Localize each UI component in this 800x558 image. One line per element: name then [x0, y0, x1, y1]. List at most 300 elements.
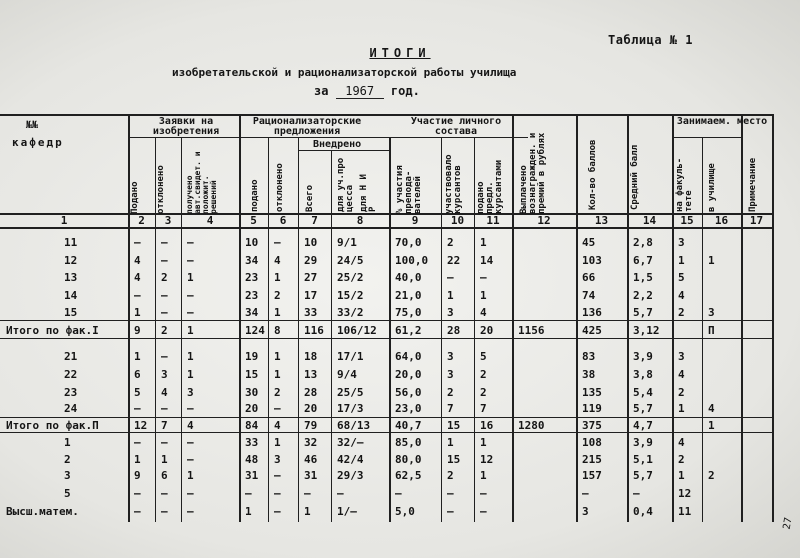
column-number: 5 [250, 214, 257, 227]
table-cell: – [633, 487, 640, 500]
table-cell: – [161, 254, 168, 267]
rule-col-1 [128, 114, 130, 522]
table-cell: 68/13 [337, 419, 371, 432]
table-cell: 2 [678, 386, 685, 399]
table-cell: 2 [161, 324, 168, 337]
header-impl-total: Всего [305, 184, 315, 212]
column-number: 3 [164, 214, 172, 227]
table-cell: 30 [245, 386, 259, 399]
table-cell: 25/2 [337, 271, 364, 284]
table-cell: 14 [480, 254, 494, 267]
table-cell: 4 [187, 419, 194, 432]
table-cell: 5,7 [633, 469, 653, 482]
row-dept-label: 5 [64, 487, 71, 500]
table-cell: 20 [245, 402, 259, 415]
table-cell: 3,8 [633, 368, 653, 381]
rule-col-3 [181, 137, 182, 522]
table-cell: 20,0 [395, 368, 422, 381]
table-cell: 34 [245, 306, 259, 319]
table-cell: – [447, 487, 454, 500]
table-cell: 33 [304, 306, 318, 319]
table-cell: 3 [447, 306, 454, 319]
table-cell: 15 [245, 368, 259, 381]
table-cell: 4 [274, 419, 281, 432]
table-cell: 66 [582, 271, 596, 284]
table-cell: – [245, 487, 252, 500]
rule-col-13 [627, 114, 629, 522]
header-notes: Примечание [748, 157, 758, 212]
table-cell: 3 [678, 350, 685, 363]
table-cell: 28 [447, 324, 461, 337]
column-number: 8 [356, 214, 364, 227]
table-cell: 2 [161, 271, 168, 284]
table-cell: 4 [134, 254, 141, 267]
table-cell: 85,0 [395, 436, 422, 449]
table-cell: 25/5 [337, 386, 364, 399]
header-place-faculty: на факуль- тете [675, 157, 694, 212]
table-cell: 1 [134, 306, 141, 319]
column-number: 14 [642, 214, 657, 227]
table-cell: 70,0 [395, 236, 422, 249]
rule-total1-top [0, 320, 772, 321]
table-cell: 108 [582, 436, 602, 449]
table-cell: 56,0 [395, 386, 422, 399]
column-number: 13 [594, 214, 609, 227]
table-cell: 5,7 [633, 402, 653, 415]
table-cell: – [274, 402, 281, 415]
table-cell: 1 [274, 271, 281, 284]
column-number: 16 [714, 214, 729, 227]
column-number: 10 [450, 214, 465, 227]
table-cell: 15 [447, 453, 461, 466]
table-cell: 1 [187, 350, 194, 363]
table-cell: 2 [274, 386, 281, 399]
table-cell: 46 [304, 453, 318, 466]
table-cell: 2 [274, 289, 281, 302]
table-cell: – [134, 289, 141, 302]
table-cell: 3 [447, 350, 454, 363]
rule-col-6 [298, 137, 299, 522]
table-cell: – [134, 487, 141, 500]
column-number: 9 [411, 214, 419, 227]
table-cell: 7 [447, 402, 454, 415]
row-dept-label: 15 [64, 306, 78, 319]
table-cell: 1 [274, 368, 281, 381]
header-impl-nir: для Н И Р [359, 174, 378, 212]
table-cell: 6 [134, 368, 141, 381]
table-cell: 1 [447, 289, 454, 302]
table-cell: 31 [304, 469, 318, 482]
table-cell: 116 [304, 324, 324, 337]
table-cell: 2 [447, 236, 454, 249]
table-cell: 425 [582, 324, 602, 337]
table-cell: 3,9 [633, 436, 653, 449]
header-impl-process: для уч.про цесса [336, 157, 355, 212]
table-cell: 1 [274, 350, 281, 363]
table-label: Таблица № 1 [608, 33, 693, 47]
table-cell: – [187, 254, 194, 267]
header-points: Кол-во баллов [588, 139, 598, 210]
header-paid-reward: Выплачено вознагражден. и премий в рублях [519, 132, 547, 214]
table-cell: 29 [304, 254, 318, 267]
header-rp-rejected: отклонено [275, 163, 285, 212]
table-cell: 1 [134, 453, 141, 466]
table-cell: 103 [582, 254, 602, 267]
header-implemented: Внедрено [313, 139, 362, 150]
rule-col-9 [441, 137, 442, 522]
table-cell: 48 [245, 453, 259, 466]
rule-col-17 [772, 114, 774, 522]
table-cell: 15/2 [337, 289, 364, 302]
table-cell: – [187, 436, 194, 449]
table-cell: 1280 [518, 419, 545, 432]
table-cell: 32 [304, 436, 318, 449]
column-number: 12 [537, 214, 551, 227]
rule-total1-bottom [0, 338, 772, 339]
table-cell: 135 [582, 386, 602, 399]
table-cell: 21,0 [395, 289, 422, 302]
table-cell: 9/1 [337, 236, 357, 249]
table-cell: – [187, 306, 194, 319]
table-cell: – [134, 436, 141, 449]
rule-col-10 [474, 137, 475, 522]
table-cell: 1 [187, 368, 194, 381]
table-cell: 1 [678, 469, 685, 482]
rule-group-app-rp-staff [128, 137, 528, 138]
table-cell: 3 [447, 368, 454, 381]
header-rejected: отклонено [156, 165, 166, 214]
rule-total2-bottom [0, 432, 772, 433]
table-cell: 34 [245, 254, 259, 267]
table-cell: 17/3 [337, 402, 364, 415]
rule-group-place [672, 137, 741, 138]
rule-col-4 [239, 114, 241, 522]
header-dept-marks: №№ [26, 120, 39, 131]
column-number: 6 [279, 214, 287, 227]
table-cell: 3 [708, 306, 715, 319]
table-cell: 3 [582, 505, 589, 518]
table-cell: 10 [245, 236, 259, 249]
row-dept-label: 24 [64, 402, 78, 415]
header-place-school: в училище [707, 163, 717, 212]
document-title: ИТОГИ [369, 46, 431, 60]
table-cell: – [187, 453, 194, 466]
table-cell: 23 [245, 289, 259, 302]
table-cell: – [134, 402, 141, 415]
table-cell: 24/5 [337, 254, 364, 267]
table-cell: 62,5 [395, 469, 422, 482]
table-cell: 136 [582, 306, 602, 319]
table-cell: 6,7 [633, 254, 653, 267]
table-cell: 2 [708, 469, 715, 482]
table-cell: 23,0 [395, 402, 422, 415]
table-cell: 45 [582, 236, 596, 249]
table-cell: 20 [480, 324, 494, 337]
table-cell: 1 [134, 350, 141, 363]
table-cell: 1,5 [633, 271, 653, 284]
table-cell: 79 [304, 419, 318, 432]
table-cell: – [274, 469, 281, 482]
row-dept-label: 12 [64, 254, 78, 267]
table-cell: – [187, 487, 194, 500]
table-cell: 9 [134, 469, 141, 482]
header-avg-points: Средний балл [630, 144, 640, 210]
table-cell: 19 [245, 350, 259, 363]
row-dept-label: Высш.матем. [6, 505, 79, 518]
table-cell: – [134, 236, 141, 249]
table-cell: 5,7 [633, 306, 653, 319]
table-cell: 1/– [337, 505, 357, 518]
table-cell: 4 [708, 402, 715, 415]
table-cell: – [161, 505, 168, 518]
table-cell: 20 [304, 402, 318, 415]
header-rat-proposals: Рационализаторские предложения [252, 116, 362, 137]
rule-col-12 [576, 114, 578, 522]
table-cell: 1 [480, 469, 487, 482]
table-cell: 4 [161, 386, 168, 399]
column-number: 2 [138, 214, 145, 227]
rule-col-14 [672, 114, 674, 522]
table-cell: 1156 [518, 324, 545, 337]
table-cell: 74 [582, 289, 596, 302]
header-applications: Заявки на изобретения [152, 116, 220, 137]
header-dept: кафедр [12, 136, 64, 149]
table-cell: 31 [245, 469, 259, 482]
row-dept-label: 23 [64, 386, 78, 399]
table-cell: 28 [304, 386, 318, 399]
table-cell: – [274, 236, 281, 249]
table-cell: 215 [582, 453, 602, 466]
table-cell: 84 [245, 419, 259, 432]
table-cell: 6 [161, 469, 168, 482]
table-cell: 23 [245, 271, 259, 284]
row-dept-label: 21 [64, 350, 78, 363]
table-cell: 0,4 [633, 505, 653, 518]
rule-group-implemented [298, 150, 389, 151]
table-cell: 1 [678, 402, 685, 415]
table-cell: 5,0 [395, 505, 415, 518]
table-cell: 1 [274, 306, 281, 319]
table-cell: – [187, 236, 194, 249]
table-cell: – [337, 487, 344, 500]
table-cell: 4 [134, 271, 141, 284]
table-cell: 4,7 [633, 419, 653, 432]
table-cell: – [480, 487, 487, 500]
table-cell: 33 [245, 436, 259, 449]
table-cell: 3 [678, 236, 685, 249]
table-cell: 2 [678, 453, 685, 466]
table-cell: – [161, 350, 168, 363]
rule-col-8 [389, 137, 391, 522]
table-cell: 1 [480, 436, 487, 449]
column-number: 7 [311, 214, 318, 227]
table-cell: 106/12 [337, 324, 377, 337]
table-cell: 22 [447, 254, 461, 267]
table-cell: 64,0 [395, 350, 422, 363]
row-dept-label: Итого по фак.П [6, 419, 99, 432]
year-value: 1967 [336, 84, 384, 99]
table-cell: 27 [304, 271, 318, 284]
table-cell: 375 [582, 419, 602, 432]
table-cell: 4 [678, 289, 685, 302]
table-cell: 33/2 [337, 306, 364, 319]
table-cell: 1 [708, 254, 715, 267]
table-cell: 1 [187, 469, 194, 482]
table-cell: 1 [304, 505, 311, 518]
header-staff: Участие личного состава [410, 116, 502, 137]
table-cell: 5 [480, 350, 487, 363]
rule-col-11 [512, 114, 514, 522]
header-got-cert: получено авт.свидет. и положит. решений [185, 151, 218, 214]
table-cell: 1 [274, 436, 281, 449]
table-cell: 7 [161, 419, 168, 432]
row-dept-label: 3 [64, 469, 71, 482]
table-cell: 2 [447, 386, 454, 399]
table-cell: – [187, 505, 194, 518]
table-cell: 5,4 [633, 386, 653, 399]
table-cell: 1 [678, 254, 685, 267]
table-cell: 1 [187, 271, 194, 284]
table-cell: 1 [187, 324, 194, 337]
table-cell: 3,12 [633, 324, 660, 337]
table-cell: 7 [480, 402, 487, 415]
rule-col-15 [702, 137, 703, 522]
table-cell: 4 [274, 254, 281, 267]
table-cell: – [447, 271, 454, 284]
table-cell: 2 [447, 469, 454, 482]
row-dept-label: 14 [64, 289, 78, 302]
row-dept-label: Итого по фак.I [6, 324, 99, 337]
header-cadets-submitted: подано предл. курсантами [476, 159, 504, 214]
document-subtitle: изобретательской и рационализаторской работы училища [172, 66, 517, 79]
table-cell: – [274, 487, 281, 500]
table-cell: 100,0 [395, 254, 429, 267]
table-cell: 3 [161, 368, 168, 381]
table-cell: – [274, 505, 281, 518]
table-cell: 40,7 [395, 419, 422, 432]
table-cell: 5 [134, 386, 141, 399]
table-cell: 3,9 [633, 350, 653, 363]
rule-top [0, 114, 772, 116]
table-cell: 5 [678, 271, 685, 284]
header-cadets-count: участвовало курсантов [444, 154, 463, 214]
table-cell: 124 [245, 324, 265, 337]
column-number: 11 [486, 214, 500, 227]
table-cell: 4 [480, 306, 487, 319]
table-cell: – [161, 236, 168, 249]
table-cell: 12 [480, 453, 494, 466]
table-cell: – [161, 306, 168, 319]
table-cell: 29/3 [337, 469, 364, 482]
column-number: 4 [206, 214, 214, 227]
table-cell: 17 [304, 289, 318, 302]
column-number: 17 [749, 214, 764, 227]
table-cell: – [480, 271, 487, 284]
table-cell: 12 [678, 487, 692, 500]
table-cell: 12 [134, 419, 148, 432]
table-cell: 17/1 [337, 350, 364, 363]
document-year-line [314, 84, 420, 99]
table-cell: 10 [304, 236, 318, 249]
table-cell: 2 [678, 306, 685, 319]
table-cell: 18 [304, 350, 318, 363]
table-cell: 1 [480, 289, 487, 302]
table-cell: 2,2 [633, 289, 653, 302]
table-cell: 9 [134, 324, 141, 337]
row-dept-label: 22 [64, 368, 78, 381]
side-note: 27 [781, 516, 795, 531]
table-cell: 8 [274, 324, 281, 337]
row-dept-label: 13 [64, 271, 78, 284]
year-suffix: год. [390, 84, 420, 98]
column-number: 1 [60, 214, 68, 227]
table-cell: – [395, 487, 402, 500]
rule-total2-top [0, 417, 772, 418]
table-cell: 157 [582, 469, 602, 482]
table-cell: – [187, 402, 194, 415]
table-cell: 83 [582, 350, 596, 363]
year-prefix: за [314, 84, 329, 98]
table-cell: П [708, 324, 715, 337]
table-cell: 3 [274, 453, 281, 466]
table-cell: 15 [447, 419, 461, 432]
row-dept-label: 1 [64, 436, 71, 449]
table-cell: 1 [161, 453, 168, 466]
table-cell: – [582, 487, 589, 500]
header-rp-submitted: подано [250, 179, 260, 212]
table-cell: 1 [245, 505, 252, 518]
table-cell: 1 [447, 436, 454, 449]
table-cell: 1 [708, 419, 715, 432]
table-cell: – [480, 505, 487, 518]
table-cell: 38 [582, 368, 596, 381]
table-cell: 3 [187, 386, 194, 399]
table-cell: 80,0 [395, 453, 422, 466]
header-submitted: Подано [130, 181, 140, 214]
table-cell: 5,1 [633, 453, 653, 466]
row-dept-label: 2 [64, 453, 71, 466]
table-cell: – [161, 487, 168, 500]
table-cell: 75,0 [395, 306, 422, 319]
rule-col-7 [331, 150, 332, 522]
table-cell: 11 [678, 505, 692, 518]
table-cell: 119 [582, 402, 602, 415]
table-cell: – [161, 289, 168, 302]
table-cell: 2,8 [633, 236, 653, 249]
table-cell: – [161, 436, 168, 449]
table-cell: 4 [678, 368, 685, 381]
table-cell: – [447, 505, 454, 518]
rule-colnums-bottom [0, 227, 772, 229]
table-cell: – [134, 505, 141, 518]
column-number: 15 [680, 214, 694, 227]
table-cell: 9/4 [337, 368, 357, 381]
table-cell: 13 [304, 368, 318, 381]
table-cell: 16 [480, 419, 494, 432]
table-cell: 4 [678, 436, 685, 449]
table-cell: – [187, 289, 194, 302]
table-cell: 32/– [337, 436, 364, 449]
table-cell: – [304, 487, 311, 500]
rule-col-5 [268, 137, 269, 522]
table-cell: 1 [480, 236, 487, 249]
table-cell: 61,2 [395, 324, 422, 337]
table-cell: 42/4 [337, 453, 364, 466]
table-cell: 2 [480, 368, 487, 381]
table-cell: 2 [480, 386, 487, 399]
header-pct-teachers: % участия препода- вателей [395, 165, 423, 214]
rule-col-16 [741, 114, 743, 522]
